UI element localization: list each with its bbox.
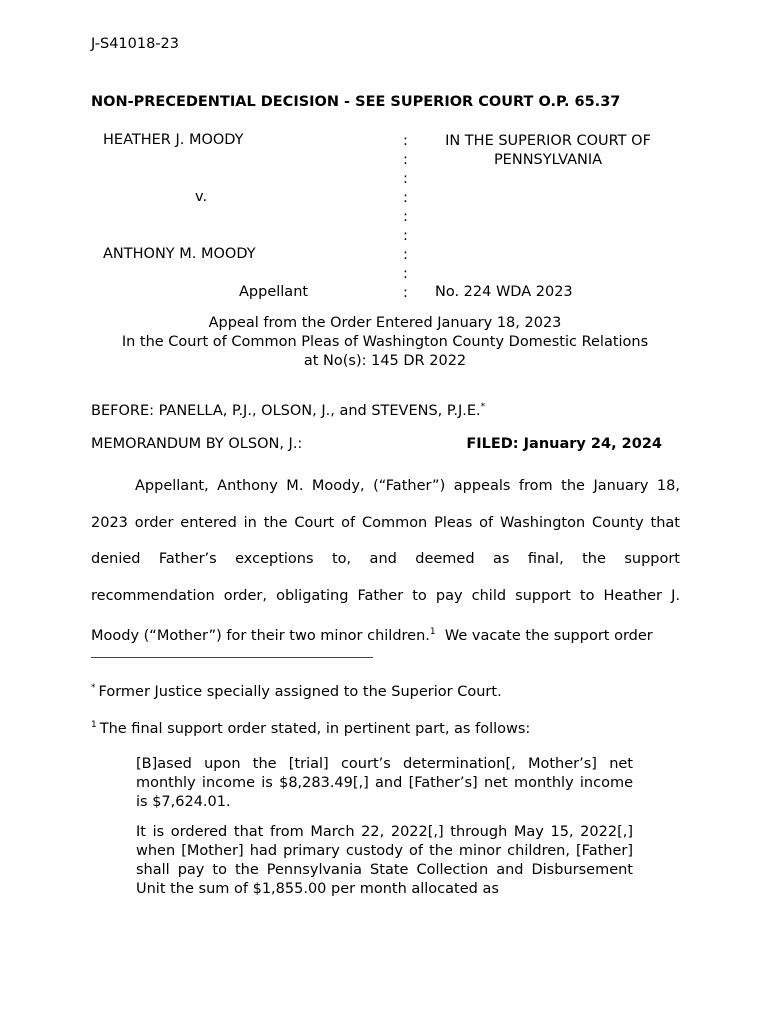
panel-line [91,402,485,419]
body-text: Appellant, Anthony M. Moody, (“Father”) appeals from the January 18, 2023 order entered in the Court of Common Pleas of Washington County that denied Father’s exceptions to, and deemed as final, the support recommendation order, obligating Father to pay child support to Heather J. Moody (“Mother”) for their two minor children. [91,478,680,645]
court-line-1: IN THE SUPERIOR COURT OF [445,133,651,149]
appeal-description [91,314,679,371]
nonprecedential-heading: NON-PRECEDENTIAL DECISION - SEE SUPERIOR COURT O.P. 65.37 [91,94,621,110]
colon: : [403,152,408,168]
defendant-name: ANTHONY M. MOODY [103,246,256,262]
footnote-star [91,679,680,702]
colon: : [403,285,408,301]
appeal-line-1: Appeal from the Order Entered January 18, 2023 [208,315,562,331]
panel-judges: BEFORE: PANELLA, P.J., OLSON, J., and STEVENS, P.J.E. [91,403,481,419]
footnote-separator [91,657,373,658]
caption-colon-divider [403,132,408,303]
footnote-1 [91,716,680,739]
memorandum-author: MEMORANDUM BY OLSON, J.: [91,436,303,452]
court-name [433,132,663,170]
colon: : [403,133,408,149]
footnote-1-mark: 1 [91,720,97,730]
appeal-line-2: In the Court of Common Pleas of Washington County Domestic Relations [121,334,649,350]
footnote-1-text: The final support order stated, in pertinent part, as follows: [99,721,531,737]
colon: : [403,209,408,225]
versus-label: v. [195,189,208,205]
case-number: No. 224 WDA 2023 [435,284,573,300]
panel-footnote-mark: * [480,402,486,412]
colon: : [403,228,408,244]
colon: : [403,190,408,206]
colon: : [403,266,408,282]
footnote-star-mark: * [91,683,96,693]
case-caption [91,132,671,307]
body-text-tail: We vacate the support order [435,628,653,645]
footnote-star-text: Former Justice specially assigned to the Superior Court. [98,684,502,700]
body-paragraph [91,468,680,655]
docket-id: J-S41018-23 [91,36,180,52]
footnote-ref-1: 1 [429,627,436,638]
block-quote-1: [B]ased upon the [trial] court’s determination[, Mother’s] net monthly income is $8,283.49[,] and [Father’s] net monthly income is $7,624.01. [136,756,633,810]
appellant-role: Appellant [239,284,309,300]
court-line-2: PENNSYLVANIA [493,152,603,168]
block-quote-2: It is ordered that from March 22, 2022[,] through May 15, 2022[,] when [Mother] had primary custody of the minor children, [Father] shall pay to the Pennsylvania State Collection and Disbursement Unit the sum of $1,855.00 per month allocated as [136,824,633,897]
colon: : [403,171,408,187]
appeal-line-3: at No(s): 145 DR 2022 [303,353,467,369]
colon: : [403,247,408,263]
filed-date: FILED: January 24, 2024 [466,436,662,452]
plaintiff-name: HEATHER J. MOODY [103,132,244,148]
